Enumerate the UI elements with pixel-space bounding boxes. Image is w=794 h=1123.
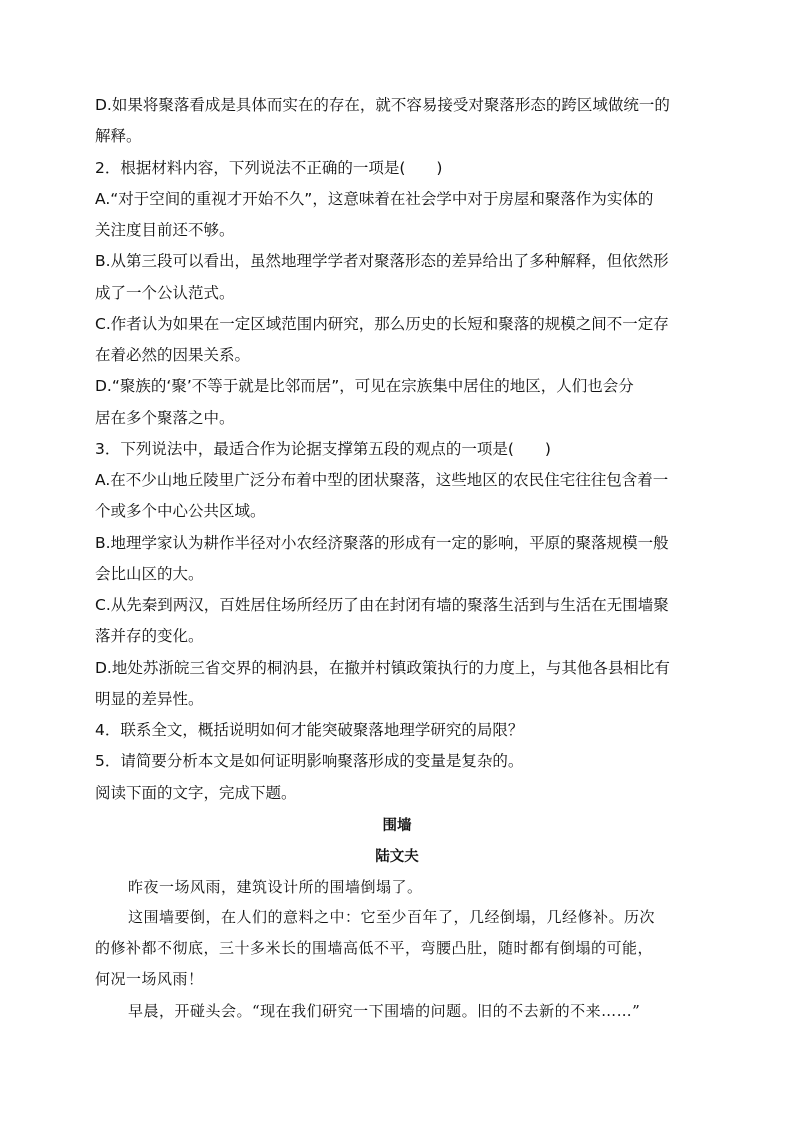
q3-option-a-line1: A.在不少山地丘陵里广泛分布着中型的团状聚落，这些地区的农民住宅往往包含着一 (95, 471, 669, 489)
story-paragraph-3: 早晨，开碰头会。“现在我们研究一下围墙的问题。旧的不去新的不来……” (128, 1002, 641, 1020)
q2-option-d-line2: 居在多个聚落之中。 (95, 409, 235, 427)
q5-stem: 5．请简要分析本文是如何证明影响聚落形成的变量是复杂的。 (95, 752, 524, 770)
q1-option-d-line2: 解释。 (95, 127, 142, 145)
q3-option-d-line2: 明显的差异性。 (95, 690, 204, 708)
story-paragraph-2-line3: 何况一场风雨！ (95, 970, 204, 988)
q3-option-c-line2: 落并存的变化。 (95, 627, 204, 645)
story-author: 陆文夫 (375, 849, 419, 865)
q1-option-d-line1: D.如果将聚落看成是具体而实在的存在，就不容易接受对聚落形态的跨区域做统一的 (95, 96, 670, 114)
q2-stem: 2．根据材料内容，下列说法不正确的一项是( ) (95, 159, 443, 177)
q2-option-c-line1: C.作者认为如果在一定区域范围内研究，那么历史的长短和聚落的规模之间不一定存 (95, 315, 669, 333)
q4-stem: 4．联系全文，概括说明如何才能突破聚落地理学研究的局限？ (95, 721, 524, 739)
q3-option-b-line2: 会比山区的大。 (95, 565, 204, 583)
q3-option-c-line1: C.从先秦到两汉，百姓居住场所经历了由在封闭有墙的聚落生活到与生活在无围墙聚 (95, 596, 669, 614)
reading-instruction: 阅读下面的文字，完成下题。 (95, 784, 297, 802)
story-paragraph-2-line1: 这围墙要倒，在人们的意料之中：它至少百年了，几经倒塌，几经修补。历次 (128, 908, 656, 926)
q2-option-a-line1: A.“对于空间的重视才开始不久”，这意味着在社会学中对于房屋和聚落作为实体的 (95, 190, 654, 208)
q2-option-c-line2: 在着必然的因果关系。 (95, 346, 251, 364)
q3-option-b-line1: B.地理学家认为耕作半径对小农经济聚落的形成有一定的影响，平原的聚落规模一般 (95, 534, 669, 552)
q3-option-a-line2: 个或多个中心公共区域。 (95, 502, 266, 520)
q2-option-d-line1: D.“聚族的‘聚’不等于就是比邻而居”，可见在宗族集中居住的地区，人们也会分 (95, 377, 634, 395)
story-paragraph-2-line2: 的修补都不彻底，三十多米长的围墙高低不平，弯腰凸肚，随时都有倒塌的可能， (95, 939, 654, 957)
q3-option-d-line1: D.地处苏浙皖三省交界的桐汭县，在撤并村镇政策执行的力度上，与其他各县相比有 (95, 659, 670, 677)
story-title: 围墙 (382, 818, 412, 834)
q2-option-b-line1: B.从第三段可以看出，虽然地理学学者对聚落形态的差异给出了多种解释，但依然形 (95, 252, 669, 270)
q3-stem: 3．下列说法中，最适合作为论据支撑第五段的观点的一项是( ) (95, 440, 551, 458)
q2-option-b-line2: 成了一个公认范式。 (95, 284, 235, 302)
q2-option-a-line2: 关注度目前还不够。 (95, 221, 235, 239)
story-paragraph-1: 昨夜一场风雨，建筑设计所的围墙倒塌了。 (128, 878, 423, 896)
